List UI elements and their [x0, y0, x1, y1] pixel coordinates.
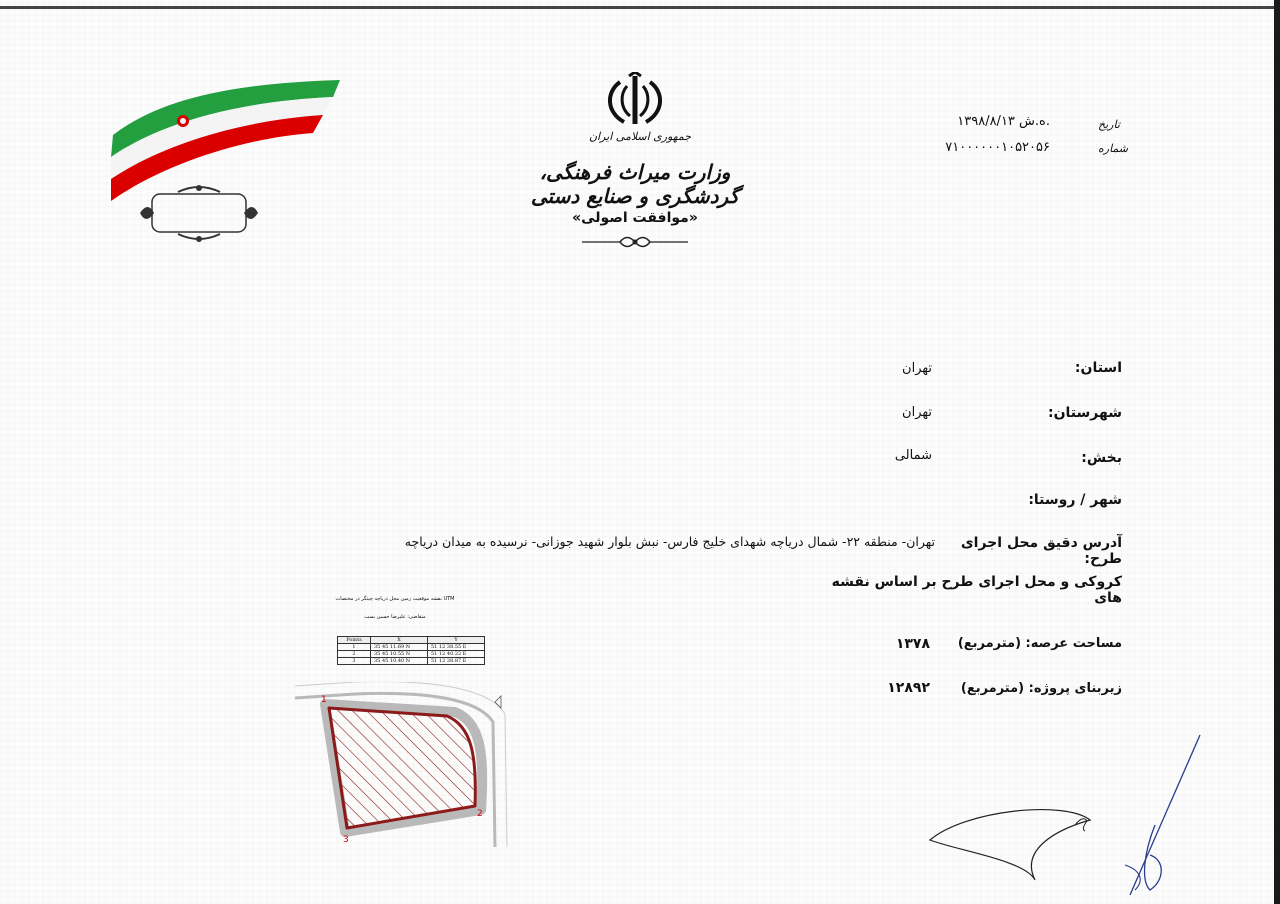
address-value: تهران- منطقه ۲۲- شمال دریاچه شهدای خلیج فارس- نبش بلوار شهید جوزانی- نرسیده به میدان دریاچه — [404, 534, 935, 549]
table-cell: 51 12 38.55 E — [428, 644, 485, 651]
date-label: تاریخ — [1098, 118, 1120, 131]
scan-top-edge — [0, 6, 1280, 9]
province-value: تهران — [902, 361, 932, 376]
column-header: X — [371, 637, 428, 644]
built-area-value: ۱۲۸۹۲ — [887, 680, 930, 696]
coordinates-table — [337, 636, 485, 665]
table-row — [338, 658, 485, 665]
approval-title: «موافقت اصولی» — [572, 210, 698, 226]
table-cell: 2 — [338, 651, 371, 658]
divider-ornament-icon — [580, 232, 690, 252]
ornament-frame-icon — [138, 184, 260, 244]
vertex-label-3: 3 — [343, 835, 349, 845]
column-header: Y — [428, 637, 485, 644]
vertex-label-2: 2 — [477, 809, 483, 819]
district-label: بخش: — [1081, 450, 1122, 466]
table-cell: 35 45 10.40 N — [371, 658, 428, 665]
address-label: آدرس دقیق محل اجرای طرح: — [960, 535, 1122, 567]
table-cell: 51 12 38.87 E — [428, 658, 485, 665]
table-cell: 1 — [338, 644, 371, 651]
map-subtitle: متقاضی: علیرضا حسین نسب — [364, 614, 426, 620]
table-row — [338, 644, 485, 651]
vertex-label-1: 1 — [321, 695, 327, 705]
map-title: نقشه موقعیت زمین محل دریاچه چیتگر در مختصات UTM — [335, 596, 455, 602]
table-cell: 35 45 10.55 N — [371, 651, 428, 658]
national-emblem-icon — [600, 72, 670, 128]
table-cell: 35 45 11.69 N — [371, 644, 428, 651]
number-label: شماره — [1098, 142, 1129, 155]
table-cell: 51 12 40.22 E — [428, 651, 485, 658]
date-value: ۱۳۹۸/۸/۱۳ ه.ش. — [957, 114, 1050, 129]
scan-right-edge — [1274, 0, 1280, 904]
area-label: مساحت عرصه: (مترمربع) — [957, 636, 1122, 651]
area-value: ۱۳۷۸ — [895, 636, 930, 652]
district-value: شمالی — [894, 448, 932, 463]
table-row — [338, 651, 485, 658]
county-label: شهرستان: — [1047, 405, 1122, 421]
province-label: استان: — [1074, 360, 1122, 376]
city-label: شهر / روستا: — [1028, 492, 1122, 508]
column-header: Points — [338, 637, 371, 644]
sketch-heading: کروکی و محل اجرای طرح بر اساس نقشه های — [831, 574, 1122, 606]
emblem-caption: جمهوری اسلامی ایران — [588, 130, 692, 143]
table-cell: 3 — [338, 658, 371, 665]
number-value: ۷۱۰۰۰۰۰۰۱۰۵۲۰۵۶ — [945, 140, 1050, 155]
plot-polygon — [329, 708, 475, 828]
site-plan-map — [295, 682, 515, 852]
ministry-name: وزارت میراث فرهنگی، گردشگری و صنایع دستی — [530, 160, 740, 208]
built-area-label: زیربنای پروژه: (مترمربع) — [960, 681, 1122, 696]
table-header-row — [338, 637, 485, 644]
signature-icon — [925, 730, 1225, 900]
county-value: تهران — [902, 405, 932, 420]
